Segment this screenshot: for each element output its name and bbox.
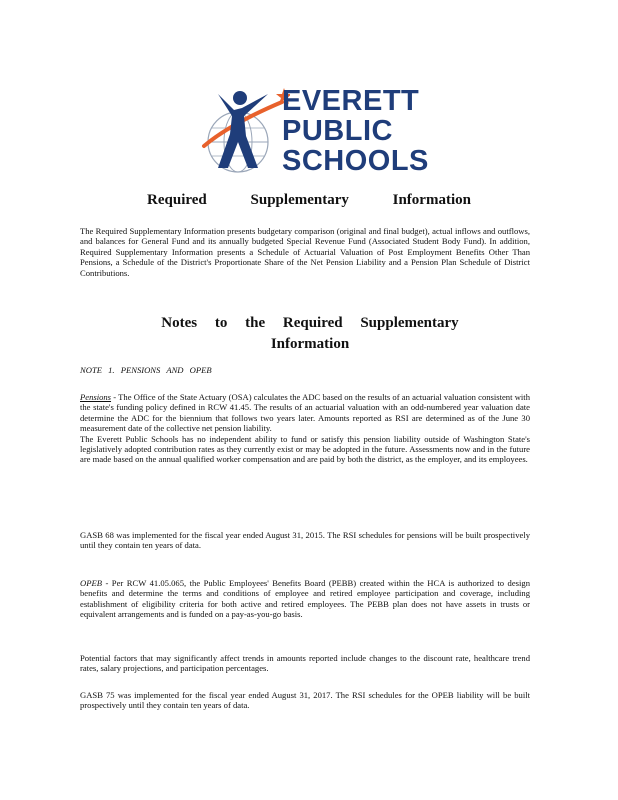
gasb68-paragraph: GASB 68 was implemented for the fiscal year ended August 31, 2015. The RSI schedules for pensions will be built prospectively until they contain ten years of data. xyxy=(80,530,530,551)
notes-heading-line1: Notes to the Required Supplementary xyxy=(161,315,459,331)
logo-emblem-icon xyxy=(200,80,290,182)
logo-wordmark xyxy=(282,86,429,176)
gasb75-paragraph: GASB 75 was implemented for the fiscal year ended August 31, 2017. The RSI schedules for the OPEB liability will be built prospectively until they contain ten years of data. xyxy=(80,690,530,711)
logo-line-public: PUBLIC xyxy=(282,115,393,147)
intro-paragraph: The Required Supplementary Information presents budgetary comparison (original and final budget), actual inflows and outflows, and balances for General Fund and its annually budgeted Special Revenue Fund (Associated Student Body Fund). In addition, Required Supplementary Information presents a Schedule of Actuarial Valuation of Post Employment Benefits Other Than Pensions, a Schedule of the District's Proportionate Share of the Net Pension Liability and a Pension Plan Schedule of District Contributions. xyxy=(80,226,530,278)
pensions-lead: Pensions xyxy=(80,392,112,402)
logo-line-everett: EVERETT xyxy=(282,85,420,117)
potential-factors-paragraph: Potential factors that may significantly affect trends in amounts reported include changes to the discount rate, healthcare trend rates, salary projections, and participation percentages. xyxy=(80,653,530,674)
logo-line-schools: SCHOOLS xyxy=(282,145,429,177)
opeb-text: - Per RCW 41.05.065, the Public Employees' Benefits Board (PEBB) created within the HCA is authorized to design benefits and determine the terms and conditions of employee and retired employee participation and coverage, including establishment of eligibility criteria for both active and retired employees. The PEBB plan does not have assets in trusts or equivalent arrangements and is funded on a pay-as-you-go basis. xyxy=(80,578,530,620)
page-title: Required Supplementary Information xyxy=(147,192,471,208)
pensions-text: - The Office of the State Actuary (OSA) calculates the ADC based on the results of an actuarial valuation consistent with the state's funding policy defined in RCW 41.45. The results of an actuarial valuation with an odd-numbered year valuation date determine the ADC for the biennium that follows two years later. Amounts reported as RSI are determined as of the June 30 measurement date of the collective net pension liability. xyxy=(80,392,530,434)
notes-heading-line2: Information xyxy=(270,336,350,352)
pensions-text-2: The Everett Public Schools has no independent ability to fund or satisfy this pension liability outside of Washington State's legislatively adopted contribution rates as they currently exist or may be adopted in the future. Assessments now and in the future are made based on the annual qualified worker compensation and are paid by both the district, as the employer, and its employees. xyxy=(80,433,530,465)
opeb-paragraph xyxy=(80,578,530,620)
note1-heading: NOTE 1. PENSIONS AND OPEB xyxy=(80,365,212,375)
everett-public-schools-logo xyxy=(200,80,430,182)
pensions-paragraph xyxy=(80,392,530,465)
notes-heading xyxy=(100,313,520,355)
opeb-lead: OPEB xyxy=(80,578,102,588)
